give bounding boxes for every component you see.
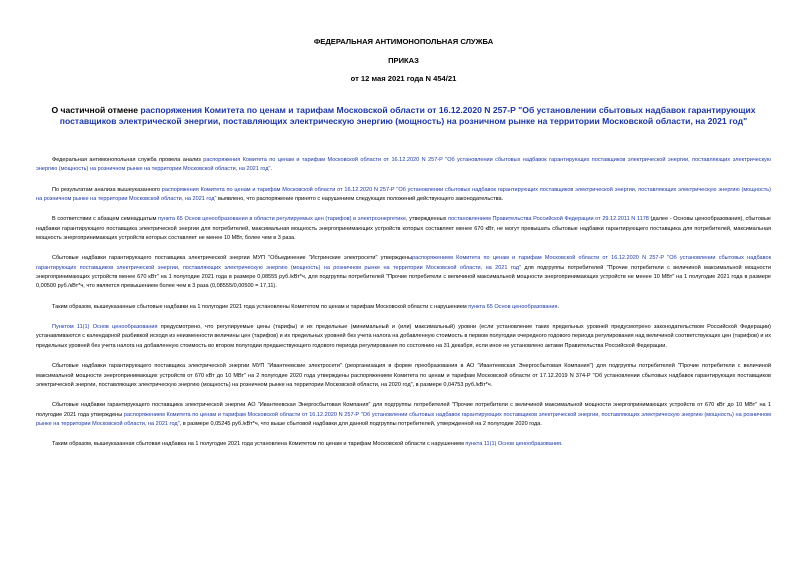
link[interactable]: распоряжения Комитета по ценам и тарифам Московской области от 16.12.2020 N 257-Р "Об установлении сбытовых надбавок гарантирующих поставщиков электрической энергии, поставляющих электрическую энергию (мощность) на розничном рынке на территории Московской области, на 2021 год" [36, 186, 772, 203]
title-link[interactable]: распоряжения Комитета по ценам и тарифам Московской области от 16.12.2020 N 257-Р "Об установлении сбытовых надбавок гарантирующих поставщиков электрической энергии, поставляющих электрическую энергию (мощность) на розничном рынке на территории Московской области, на 2021 год" [59, 105, 756, 126]
text: Сбытовые надбавки гарантирующего поставщика электрической энергии МУП "Ивантеевские электросети" (реорганизация в форме преобразования в АО "Ивантеевская Энергосбытовая Компания") для подгруппы потребителей "Прочие потребители с величиной максимальной мощности энергопринимающих устройств от 670 кВт до 10 МВт" на 2 полугодие 2020 года утверждены распоряжением Комитета по ценам и тарифам Московской области от 17.12.2019 N 374-Р "Об установлении сбытовых надбавок гарантирующих поставщиков электрической энергии, поставляющих электрическую энергию (мощность) на розничном рынке на территории Московской области, на 2020 год", в размере 0,04753 руб./кВт*ч. [36, 363, 771, 388]
text: Сбытовые надбавки гарантирующего поставщика электрической энергии АО "Ивантеевская Энергосбытовая Компания" для подгруппы потребителей "Прочие потребители с величиной максимальной мощности энергопринимающих устройств от 670 кВт до 10 МВт" на 1 полугодие 2021 года утверждены [36, 402, 771, 418]
text: . [557, 303, 560, 310]
link[interactable]: пункта 65 Основ ценообразования [468, 303, 558, 310]
text: , в размере 0,05245 руб./кВт*ч, что выше сбытовой надбавки для данной подгруппы потребителей, утвержденной на 2 полугодие 2020 года. [179, 420, 542, 427]
text: Сбытовые надбавки гарантирующего поставщика электрической энергии МУП "Объединение "Истринские электросети" утверждены [52, 255, 413, 262]
document-title [36, 105, 771, 126]
paragraph-8 [36, 401, 771, 429]
text: выявлено, что распоряжение принято с нарушением следующих положений действующего законодательства. [216, 196, 504, 203]
text: для подгруппы потребителей "Прочие потребители с величиной максимальной мощности энергопринимающих устройств менее 670 кВт" на 1 полугодие 2021 года в размере 0,08555 руб./кВт*ч, для подгруппы потребителей "Прочие потребители с величиной максимальной мощности энергопринимающих устройств не менее 10 МВт" на 1 полугодие 2021 года в размере 0,00500 руб./кВт*ч, что является превышением более чем в 3 раза (0,08555/0,00500 = 17,11). [36, 264, 772, 290]
text: Таким образом, вышеуказанные сбытовые надбавки на 1 полугодие 2021 года установлены Комитетом по ценам и тарифам Московской области с нарушением [52, 303, 469, 310]
document-body [36, 156, 771, 461]
text: Таким образом, вышеуказанная сбытовая надбавка на 1 полугодие 2021 года установлена Комитетом по ценам и тарифам Московской области с нарушением [52, 441, 466, 448]
paragraph-6 [36, 323, 771, 351]
link[interactable]: пункта 11(1) Основ ценообразования [465, 441, 562, 448]
paragraph-2 [36, 186, 771, 205]
link[interactable]: пункта 65 Основ ценообразования в области регулируемых цен (тарифов) в электроэнергетике [158, 216, 406, 223]
text: (далее - Основы ценообразования), сбытовые надбавки гарантирующего поставщика электрической энергии для потребителей, максимальная мощность энергопринимающих устройств которых составляет менее 670 кВт, не могут превышать сбытовые надбавки гарантирующего поставщика для потребителей, максимальная мощность энергопринимающих устройств которых составляет не менее 10 МВт, более чем в 3 раза. [36, 216, 771, 242]
text: По результатам анализа вышеуказанного [52, 186, 162, 193]
text: В соответствии с абзацем семнадцатым [52, 216, 159, 223]
text: , утвержденных [405, 216, 449, 223]
text: . [270, 166, 272, 173]
paragraph-3 [36, 215, 771, 243]
text: . [561, 441, 563, 448]
link[interactable]: распоряжением Комитета по ценам и тарифам Московской области от 16.12.2020 N 257-Р "Об установлении сбытовых надбавок гарантирующих поставщиков электрической энергии, поставляющих электрическую энергию (мощность) на розничном рынке на территории Московской области, на 2021 год" [36, 411, 771, 427]
paragraph-4 [36, 254, 771, 291]
text: предусмотрено, что регулируемые цены (тарифы) и их предельные (минимальный и (или) максимальный) уровни (если установление таких предельных уровней предусмотрено законодательством Российской Федерации) устанавливаются с календарной разбивкой исходя из неизменности величины цен (тарифов) и их предельных уровней без учета налога на добавленную стоимость в первом полугодии очередного годового периода регулирования над величиной соответствующих цен (тарифов) и их предельных уровней без учета налога на добавленную стоимость во втором полугодии предшествующего годового периода регулирования по состоянию на 31 декабря, если иное не установлено актами Правительства Российской Федерации. [36, 324, 772, 349]
text: Федеральная антимонопольная служба провела анализ [52, 157, 204, 163]
paragraph-5 [36, 303, 771, 312]
paragraph-7 [36, 362, 771, 390]
paragraph-9 [36, 440, 771, 449]
document-type: ПРИКАЗ [388, 56, 419, 65]
paragraph-1 [36, 156, 771, 175]
agency-name: ФЕДЕРАЛЬНАЯ АНТИМОНОПОЛЬНАЯ СЛУЖБА [313, 37, 494, 46]
document-date-number: от 12 мая 2021 года N 454/21 [350, 74, 457, 83]
link[interactable]: распоряжения Комитета по ценам и тарифам Московской области от 16.12.2020 N 257-Р "Об установлении сбытовых надбавок гарантирующих поставщиков электрической энергии, поставляющих электрическую энергию (мощность) на розничном рынке на территории Московской области, на 2021 год" [36, 157, 771, 173]
link[interactable]: постановлением Правительства Российской Федерации от 29.12.2011 N 1178 [448, 216, 649, 223]
title-prefix: О частичной отмене [51, 105, 141, 115]
link[interactable]: распоряжением Комитета по ценам и тарифам Московской области от 16.12.2020 N 257-Р "Об установлении сбытовых надбавок гарантирующих поставщиков электрической энергии, поставляющих электрическую энергию (мощность) на розничном рынке на территории Московской области, на 2021 год" [36, 255, 772, 271]
link[interactable]: Пунктом 11(1) Основ ценообразования [52, 324, 158, 331]
